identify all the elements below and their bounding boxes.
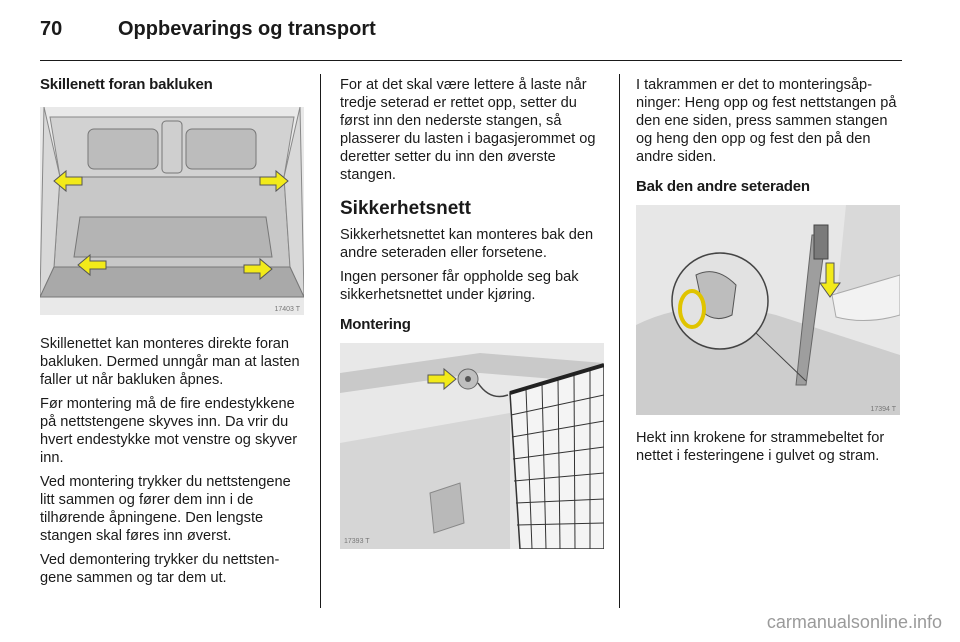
sub-heading-second-row: Bak den andre seteraden — [636, 178, 810, 195]
roof-frame-instructions: I takrammen er det to monteringsåpninger: Heng opp og fest nettstangen på den ene siden, press sammen stangen og heng den opp og fest den på den andre siden. — [636, 77, 897, 165]
strap-hook-drawing — [636, 205, 900, 415]
paragraph: Ingen personer får oppholde seg bak sikkerhetsnettet under kjøring. — [340, 269, 579, 303]
section-heading-rear-net: Skillenett foran bakluken — [40, 76, 213, 93]
paragraph: Sikkerhetsnettet kan monteres bak den andre seteraden eller forsetene. — [340, 227, 594, 261]
net-grid — [510, 365, 604, 549]
paragraph: Før montering må de fire endestykkene på nettstengene skyves inn. Da vrir du hvert endestykke mot venstre og skyver inn. — [40, 396, 298, 466]
page-title: Oppbevarings og transport — [118, 18, 376, 40]
cargo-area-illustration — [40, 107, 304, 315]
paragraph: Ved demontering trykker du nettstengene sammen og tar dem ut. — [40, 552, 280, 586]
watermark: carmanualsonline.info — [766, 612, 942, 632]
column-1 — [40, 76, 304, 587]
rear-net-text — [40, 335, 304, 587]
figure-code: 17403 T — [274, 306, 300, 313]
figure-code: 17393 T — [344, 538, 370, 545]
net-mounting-drawing — [340, 343, 604, 549]
net-mounting-illustration — [340, 343, 604, 549]
column-3 — [636, 76, 902, 465]
figure-code: 17394 T — [870, 406, 896, 413]
sub-heading-mounting: Montering — [340, 316, 411, 333]
column-2 — [340, 76, 604, 549]
section-title-safety-net: Sikkerhetsnett — [340, 198, 471, 219]
header-divider — [40, 60, 902, 61]
page-number: 70 — [40, 18, 63, 40]
page-header — [40, 18, 902, 48]
paragraph: Ved montering trykker du nettstengene litt sammen og fører dem inn i de tilhørende åpningene. Den lengste stangen skal føres inn øverst. — [40, 474, 291, 544]
paragraph: Skillenettet kan monteres direkte foran bakluken. Dermed unngår man at lasten faller ut når bakluken åpnes. — [40, 336, 300, 388]
strap-hook-illustration — [636, 205, 900, 415]
strap-instructions: Hekt inn krokene for strammebeltet for nettet i festeringene i gulvet og stram. — [636, 430, 885, 464]
column-divider-2 — [619, 74, 620, 608]
column-divider-1 — [320, 74, 321, 608]
loading-intro: For at det skal være lettere å laste når tredje seterad er rettet opp, setter du først inn den nederste stangen, så plasserer du lasten i bagasjerommet og deretter setter du inn den øverste stangen. — [340, 77, 596, 183]
cargo-area-drawing — [40, 107, 304, 315]
